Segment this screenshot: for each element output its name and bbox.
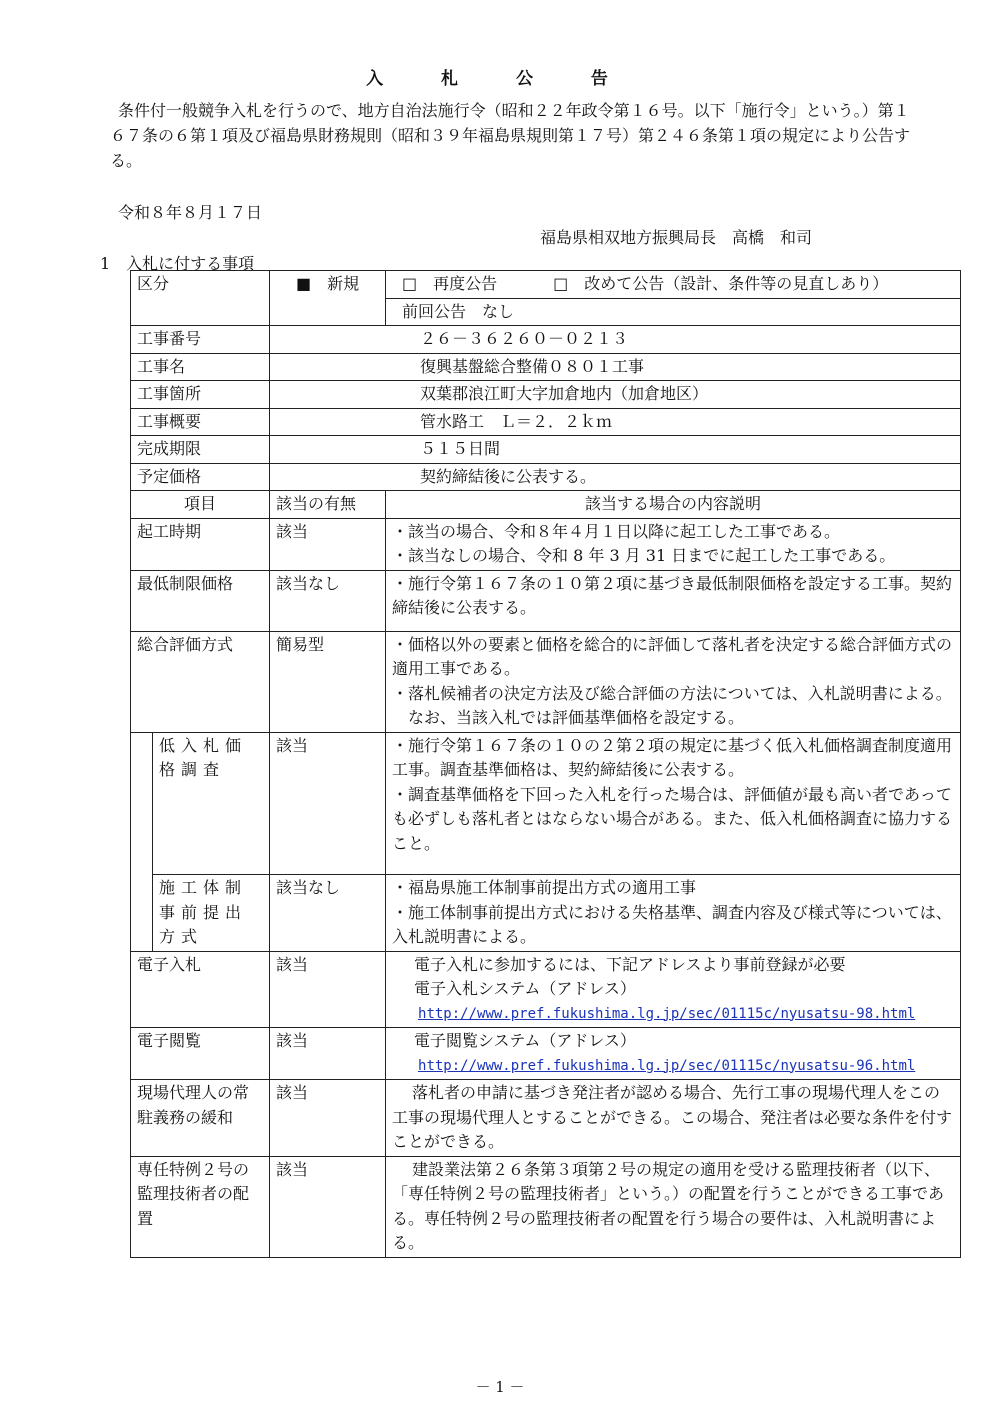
table-row — [131, 326, 961, 354]
genba-label: 現場代理人の常駐義務の緩和 — [131, 1080, 270, 1157]
row-value: 管水路工 Ｌ＝２．２ｋｍ — [270, 408, 961, 436]
etsuran-desc — [386, 1028, 961, 1080]
row-value: ５１５日間 — [270, 436, 961, 464]
row-value: ２６－３６２６０－０２１３ — [270, 326, 961, 354]
table-row-kubun — [131, 271, 961, 299]
kiko-desc-2: ・該当なしの場合、令和 8 年 3 月 31 日までに起工した工事である。 — [392, 546, 896, 565]
renotice-checkbox: □ 改めて公告（設計、条件等の見直しあり） — [553, 274, 889, 293]
denshi-label: 電子入札 — [131, 951, 270, 1028]
table-row-sennin — [131, 1156, 961, 1257]
sogo-desc-2: ・落札候補者の決定方法及び総合評価の方法については、入札説明書による。 — [392, 683, 952, 703]
saitei-value: 該当なし — [270, 570, 386, 631]
header-desc: 該当する場合の内容説明 — [386, 491, 961, 519]
denshi-desc — [386, 951, 961, 1028]
table-row-genba — [131, 1080, 961, 1157]
teinyu-desc-2: ・調査基準価格を下回った入札を行った場合は、評価値が最も高い者であっても必ずしも落札者とはならない場合がある。また、低入札価格調査に協力すること。 — [392, 784, 953, 853]
sogo-value: 簡易型 — [270, 631, 386, 732]
sub-indent — [131, 875, 153, 952]
denshi-url-link[interactable]: http://www.pref.fukushima.lg.jp/sec/01115c/nyusatsu-98.html — [418, 1005, 916, 1022]
header-item: 項目 — [131, 491, 270, 519]
teinyu-desc-1: ・施行令第１６７条の１０の２第２項の規定に基づく低入札価格調査制度適用工事。調査基準価格は、契約締結後に公表する。 — [392, 735, 953, 779]
row-value: 双葉郡浪江町大字加倉地内（加倉地区） — [270, 381, 961, 409]
sogo-desc — [386, 631, 961, 732]
row-label: 工事概要 — [131, 408, 270, 436]
table-row-seko — [131, 875, 961, 952]
table-row — [131, 353, 961, 381]
kiko-label: 起工時期 — [131, 518, 270, 570]
etsuran-value: 該当 — [270, 1028, 386, 1080]
section-heading: 1 入札に付する事項 — [100, 254, 255, 273]
sogo-desc-1: ・価格以外の要素と価格を総合的に評価して落札者を決定する総合評価方式の適用工事である。 — [392, 634, 953, 678]
teinyu-value: 該当 — [270, 732, 386, 875]
sogo-label: 総合評価方式 — [131, 631, 270, 732]
sub-indent — [131, 732, 153, 875]
kiko-desc — [386, 518, 961, 570]
signer: 福島県相双地方振興局長 高橋 和司 — [540, 228, 813, 247]
table-row-etsuran — [131, 1028, 961, 1080]
sennin-value: 該当 — [270, 1156, 386, 1257]
re-notice-checkbox: □ 再度公告 — [402, 274, 498, 293]
table-row-teinyu — [131, 732, 961, 875]
table-row — [131, 436, 961, 464]
page-number: － 1 － — [475, 1378, 525, 1396]
seko-desc — [386, 875, 961, 952]
table-row-denshi — [131, 951, 961, 1028]
table-row-sogo — [131, 631, 961, 732]
row-label: 完成期限 — [131, 436, 270, 464]
notice-type — [386, 271, 961, 299]
seko-desc-2: ・施工体制事前提出方式における失格基準、調査内容及び様式等については、入札説明書による。 — [392, 902, 952, 946]
saitei-desc-1: ・施行令第１６７条の１０第２項に基づき最低制限価格を設定する工事。契約締結後に公表する。 — [392, 573, 953, 617]
table-row — [131, 381, 961, 409]
row-label: 予定価格 — [131, 463, 270, 491]
kiko-value: 該当 — [270, 518, 386, 570]
table-row — [131, 463, 961, 491]
denshi-desc-1: 電子入札に参加するには、下記アドレスより事前登録が必要 — [414, 954, 846, 974]
table-row-kiko — [131, 518, 961, 570]
row-label: 工事番号 — [131, 326, 270, 354]
intro-paragraph: 条件付一般競争入札を行うので、地方自治法施行令（昭和２２年政令第１６号。以下「施行令」という。）第１６７条の６第１項及び福島県財務規則（昭和３９年福島県規則第１７号）第２４６条第１項の規定により公告する。 — [110, 101, 911, 170]
seko-value: 該当なし — [270, 875, 386, 952]
genba-value: 該当 — [270, 1080, 386, 1157]
kubun-label: 区分 — [131, 271, 270, 326]
sennin-label: 専任特例２号の監理技術者の配置 — [131, 1156, 270, 1257]
etsuran-label: 電子閲覧 — [131, 1028, 270, 1080]
notice-date: 令和８年８月１７日 — [118, 203, 263, 222]
seko-desc-1: ・福島県施工体制事前提出方式の適用工事 — [392, 878, 697, 897]
denshi-value: 該当 — [270, 951, 386, 1028]
sennin-desc: 建設業法第２６条第３項第２号の規定の適用を受ける監理技術者（以下、「専任特例２号の監理技術者」という。）の配置を行うことができる工事である。専任特例２号の監理技術者の配置を行う場合の要件は、入札説明書による。 — [386, 1156, 961, 1257]
kiko-desc-1: ・該当の場合、令和８年４月１日以降に起工した工事である。 — [392, 521, 841, 541]
sogo-desc-3: なお、当該入札では評価基準価格を設定する。 — [392, 708, 745, 727]
table-header-row — [131, 491, 961, 519]
bid-table — [130, 270, 961, 1258]
saitei-desc — [386, 570, 961, 631]
table-row — [131, 408, 961, 436]
row-label: 工事名 — [131, 353, 270, 381]
seko-label: 施工体制事前提出方式 — [153, 875, 270, 952]
etsuran-url-link[interactable]: http://www.pref.fukushima.lg.jp/sec/01115c/nyusatsu-96.html — [418, 1057, 916, 1074]
new-checkbox: ■ 新規 — [270, 271, 386, 326]
row-value: 契約締結後に公表する。 — [270, 463, 961, 491]
denshi-desc-2: 電子入札システム（アドレス） — [414, 979, 636, 998]
saitei-label: 最低制限価格 — [131, 570, 270, 631]
teinyu-desc — [386, 732, 961, 875]
genba-desc: 落札者の申請に基づき発注者が認める場合、先行工事の現場代理人をこの工事の現場代理人とすることができる。この場合、発注者は必要な条件を付すことができる。 — [386, 1080, 961, 1157]
prev-notice: 前回公告 なし — [386, 298, 961, 326]
table-row-saitei — [131, 570, 961, 631]
header-applicable: 該当の有無 — [270, 491, 386, 519]
teinyu-label: 低入札価格調査 — [153, 732, 270, 875]
row-label: 工事箇所 — [131, 381, 270, 409]
page-title: 入 札 公 告 — [366, 69, 634, 89]
row-value: 復興基盤総合整備０８０１工事 — [270, 353, 961, 381]
etsuran-desc-1: 電子閲覧システム（アドレス） — [414, 1031, 636, 1050]
